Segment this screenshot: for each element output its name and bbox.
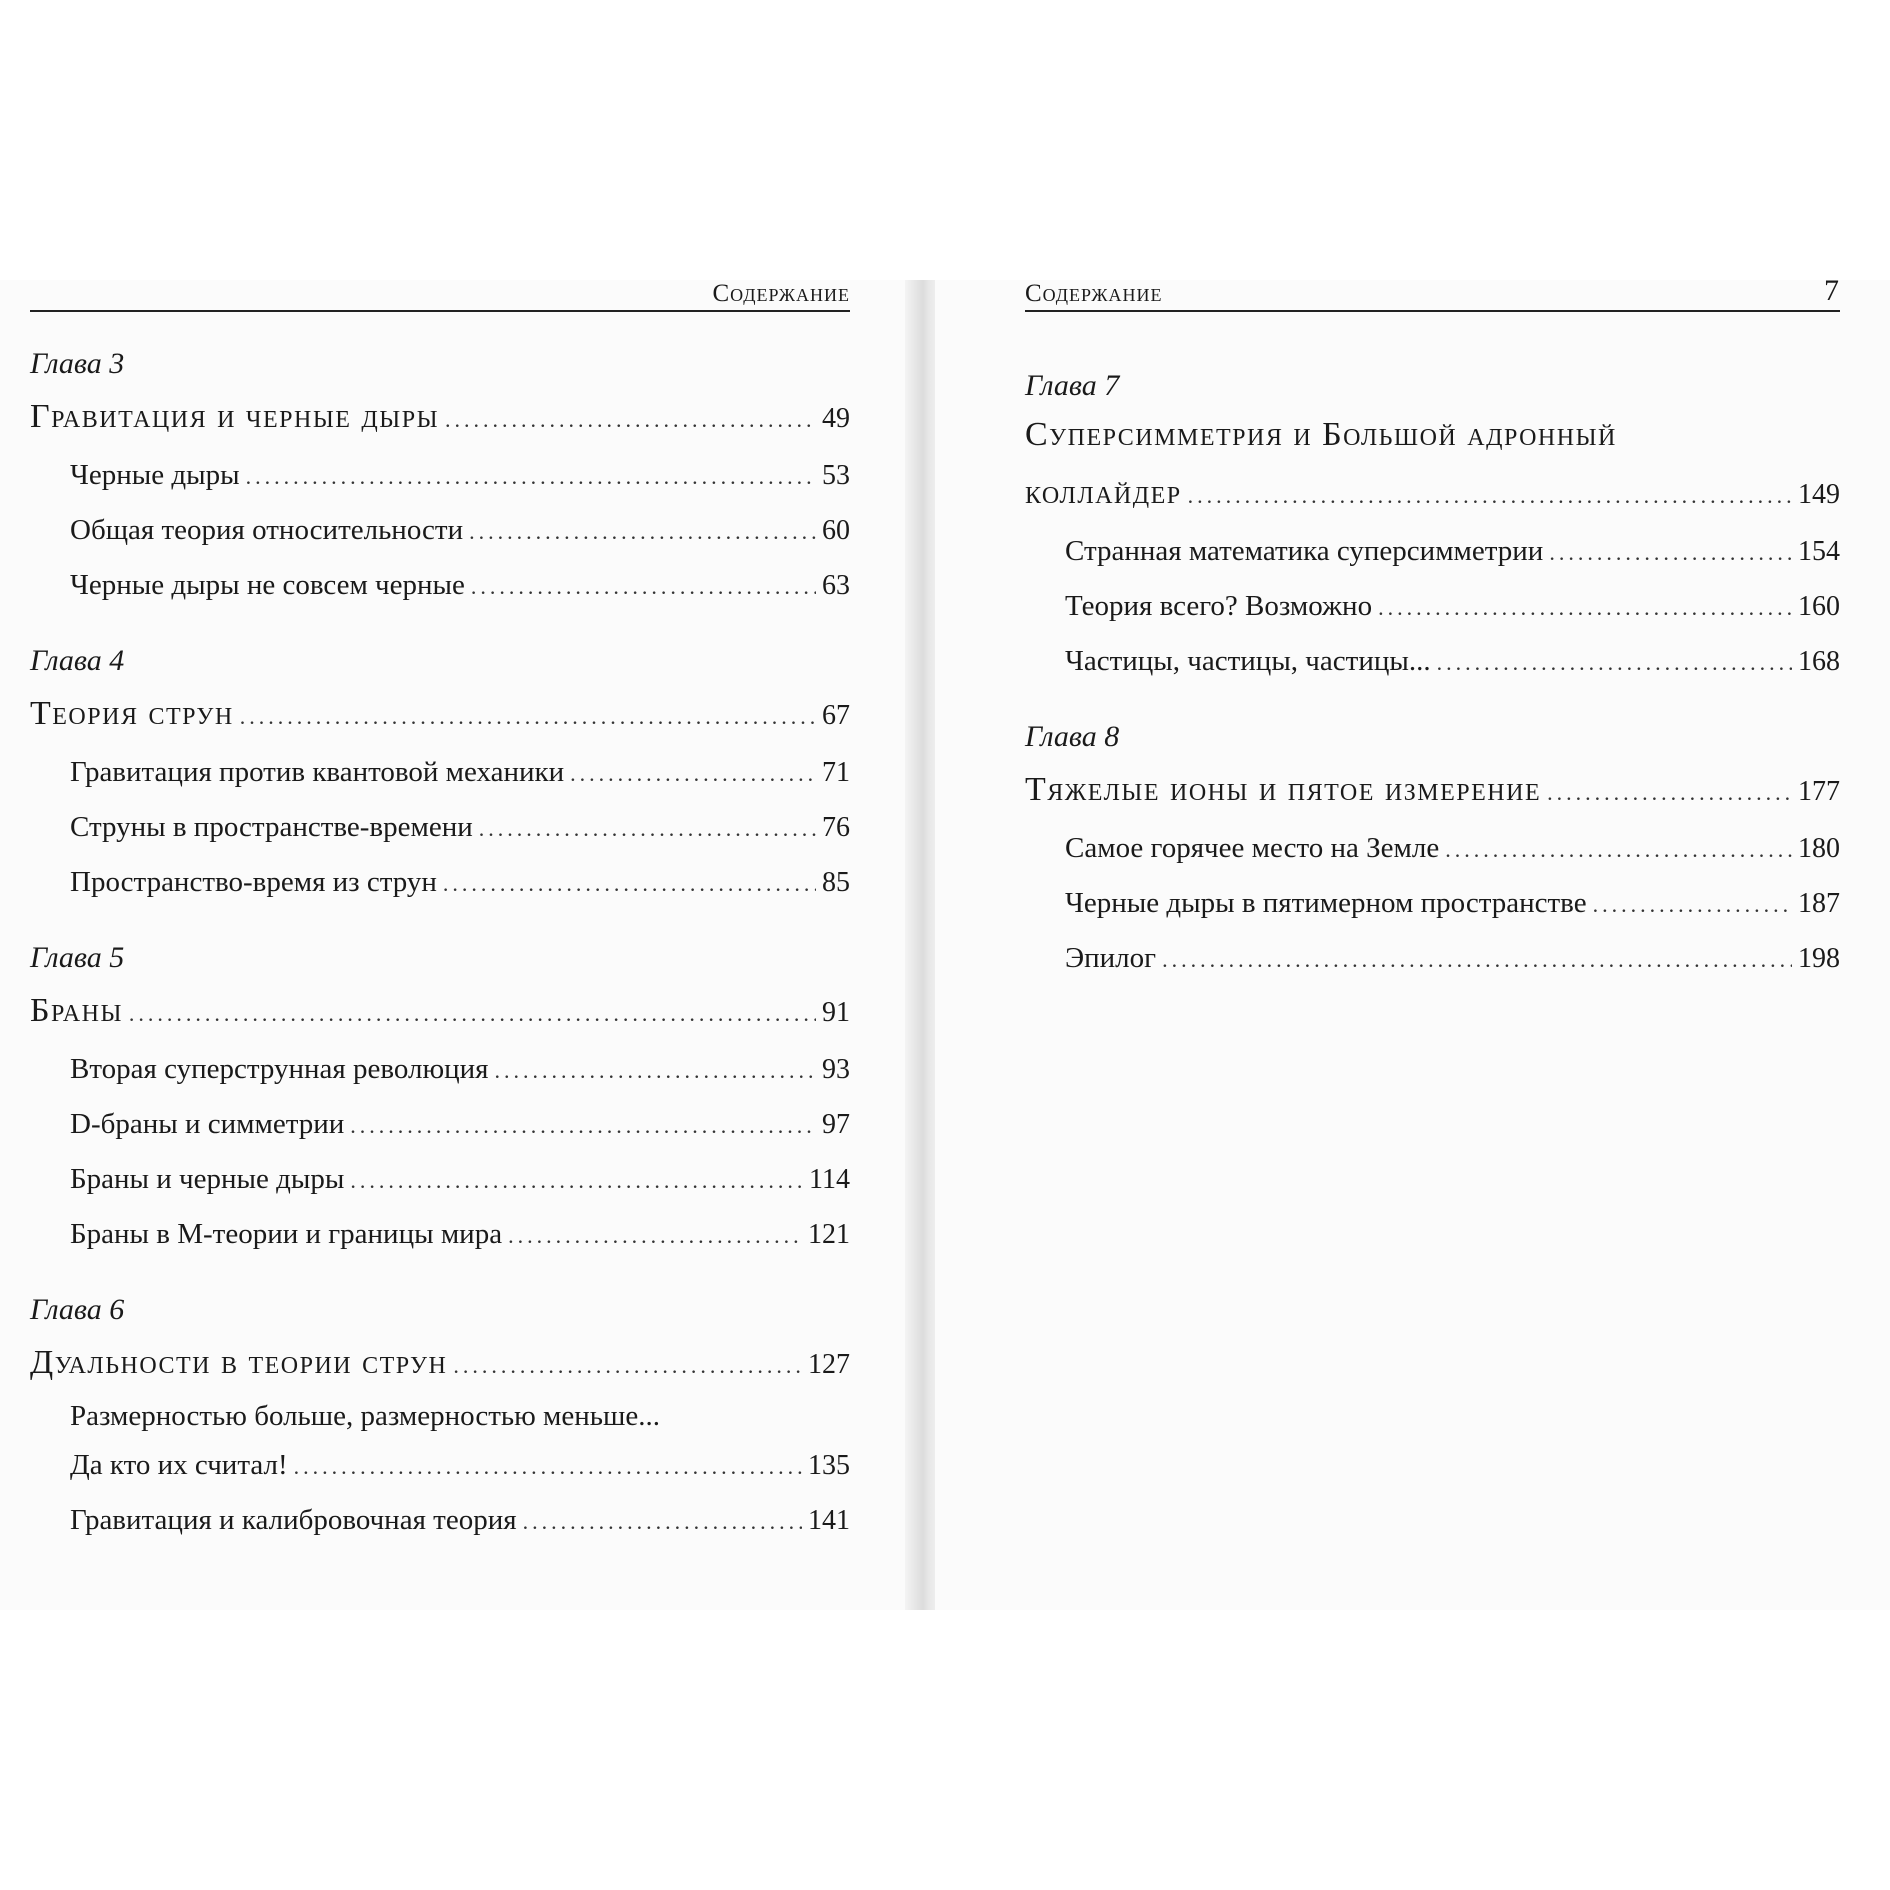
leader-dots <box>1162 932 1792 986</box>
toc-entry[interactable] <box>30 800 850 855</box>
toc-entry <box>30 1438 850 1493</box>
toc-entry[interactable] <box>1025 931 1840 986</box>
entry-page: 67 <box>822 700 850 731</box>
chapter-7 <box>1025 364 1840 689</box>
toc-entry[interactable] <box>30 1207 850 1262</box>
toc-entry[interactable] <box>30 745 850 800</box>
toc-entry[interactable] <box>1025 579 1840 634</box>
entry-title: Браны в М-теории и границы мира <box>70 1218 503 1250</box>
leader-dots <box>443 856 816 910</box>
toc-entry[interactable] <box>1025 634 1840 689</box>
entry-title: Вторая суперструнная революция <box>70 1053 489 1085</box>
toc-entry-chapter[interactable] <box>30 386 850 448</box>
entry-title: Гравитация против квантовой механики <box>70 756 565 788</box>
leader-dots <box>240 686 816 745</box>
entry-title: Эпилог <box>1065 942 1157 974</box>
entry-page: 114 <box>809 1164 850 1195</box>
chapter-4 <box>30 639 850 910</box>
entry-title: Браны <box>30 992 123 1029</box>
leader-dots <box>1188 465 1792 524</box>
entry-page: 149 <box>1798 479 1840 510</box>
running-head-title: Содержание <box>1025 280 1163 307</box>
entry-title: Самое горячее место на Земле <box>1065 832 1440 864</box>
chapter-label: Глава 4 <box>30 644 125 677</box>
book-spread <box>0 274 1890 1610</box>
leader-dots <box>350 1098 816 1152</box>
entry-title: D-браны и симметрии <box>70 1108 345 1140</box>
leader-dots <box>523 1494 802 1548</box>
right-page <box>935 274 1890 1610</box>
entry-title: Частицы, частицы, частицы... <box>1065 645 1431 677</box>
entry-page: 63 <box>822 570 850 601</box>
entry-title: Тяжелые ионы и пятое измерение <box>1025 771 1542 808</box>
toc-entry-chapter[interactable] <box>1025 759 1840 821</box>
leader-dots <box>469 504 816 558</box>
entry-page: 168 <box>1798 646 1840 677</box>
leader-dots <box>445 389 816 448</box>
leader-dots <box>1593 877 1792 931</box>
leader-dots <box>246 449 816 503</box>
toc-entry[interactable] <box>30 448 850 503</box>
entry-page: 127 <box>808 1349 850 1380</box>
entry-page: 91 <box>822 997 850 1028</box>
entry-title: Черные дыры в пятимерном пространстве <box>1065 887 1587 919</box>
toc-entry[interactable] <box>1025 876 1840 931</box>
toc-entry-chapter[interactable] <box>30 980 850 1042</box>
toc-entry[interactable] <box>30 558 850 613</box>
leader-dots <box>471 559 816 613</box>
leader-dots <box>1378 580 1792 634</box>
entry-page: 177 <box>1798 776 1840 807</box>
leader-dots <box>508 1208 802 1262</box>
chapter-8 <box>1025 715 1840 986</box>
leader-dots <box>1549 525 1792 579</box>
chapter-label: Глава 6 <box>30 1293 125 1326</box>
chapter-label: Глава 5 <box>30 941 125 974</box>
leader-dots <box>350 1153 803 1207</box>
chapter-5 <box>30 936 850 1262</box>
entry-title-line1: Размерностью больше, размерностью меньше... <box>70 1400 660 1432</box>
toc-entry[interactable] <box>1025 821 1840 876</box>
leader-dots <box>570 746 816 800</box>
entry-page: 198 <box>1798 943 1840 974</box>
entry-page: 93 <box>822 1054 850 1085</box>
entry-title: Струны в пространстве-времени <box>70 811 473 843</box>
leader-dots <box>479 801 816 855</box>
entry-title: Дуальности в теории струн <box>30 1344 448 1381</box>
toc-entry[interactable] <box>30 1493 850 1548</box>
entry-page: 121 <box>808 1219 850 1250</box>
entry-page: 160 <box>1798 591 1840 622</box>
left-page <box>0 280 920 1610</box>
entry-title: Странная математика суперсимметрии <box>1065 535 1544 567</box>
chapter-label: Глава 3 <box>30 347 125 380</box>
entry-title: Теория струн <box>30 695 234 732</box>
leader-dots <box>1437 635 1792 689</box>
table-of-contents <box>1025 364 1840 1012</box>
entry-page: 53 <box>822 460 850 491</box>
leader-dots <box>1547 762 1792 821</box>
entry-page: 85 <box>822 867 850 898</box>
leader-dots <box>129 983 816 1042</box>
leader-dots <box>453 1335 802 1394</box>
entry-title: Гравитация и калибровочная теория <box>70 1504 517 1536</box>
entry-page: 180 <box>1798 833 1840 864</box>
entry-page: 154 <box>1798 536 1840 567</box>
toc-entry[interactable] <box>30 503 850 558</box>
toc-entry[interactable] <box>30 855 850 910</box>
entry-title: Браны и черные дыры <box>70 1163 345 1195</box>
page-number: 7 <box>1824 274 1840 307</box>
chapter-label: Глава 8 <box>1025 720 1120 753</box>
entry-title: Пространство-время из струн <box>70 866 437 898</box>
entry-page: 135 <box>808 1450 850 1481</box>
leader-dots <box>294 1439 802 1493</box>
entry-title: Да кто их считал! <box>70 1449 288 1481</box>
toc-entry[interactable] <box>30 1097 850 1152</box>
entry-title: Черные дыры <box>70 459 240 491</box>
entry-page: 97 <box>822 1109 850 1140</box>
entry-title: Общая теория относительности <box>70 514 464 546</box>
running-head <box>1025 274 1840 312</box>
table-of-contents <box>30 342 850 1574</box>
entry-title: Гравитация и черные дыры <box>30 398 440 435</box>
toc-entry-chapter[interactable] <box>30 1332 850 1394</box>
entry-page: 71 <box>822 757 850 788</box>
toc-entry[interactable] <box>30 1042 850 1097</box>
entry-page: 49 <box>822 403 850 434</box>
entry-title: коллайдер <box>1025 474 1182 511</box>
toc-entry[interactable] <box>30 1152 850 1207</box>
chapter-label: Глава 7 <box>1025 369 1120 402</box>
entry-page: 141 <box>808 1505 850 1536</box>
entry-page: 76 <box>822 812 850 843</box>
running-head: Содержание <box>30 280 850 312</box>
toc-entry-chapter <box>1025 462 1840 524</box>
toc-entry-chapter[interactable] <box>30 683 850 745</box>
entry-title: Черные дыры не совсем черные <box>70 569 465 601</box>
entry-title: Теория всего? Возможно <box>1065 590 1373 622</box>
toc-entry-multiline[interactable] <box>30 1394 850 1493</box>
entry-title-line1: Суперсимметрия и Большой адронный <box>1025 416 1617 453</box>
entry-page: 60 <box>822 515 850 546</box>
toc-entry[interactable] <box>1025 524 1840 579</box>
chapter-3 <box>30 342 850 613</box>
leader-dots <box>1445 822 1792 876</box>
chapter-6 <box>30 1288 850 1548</box>
leader-dots <box>495 1043 817 1097</box>
entry-page: 187 <box>1798 888 1840 919</box>
toc-entry-chapter-multiline[interactable] <box>1025 408 1840 524</box>
